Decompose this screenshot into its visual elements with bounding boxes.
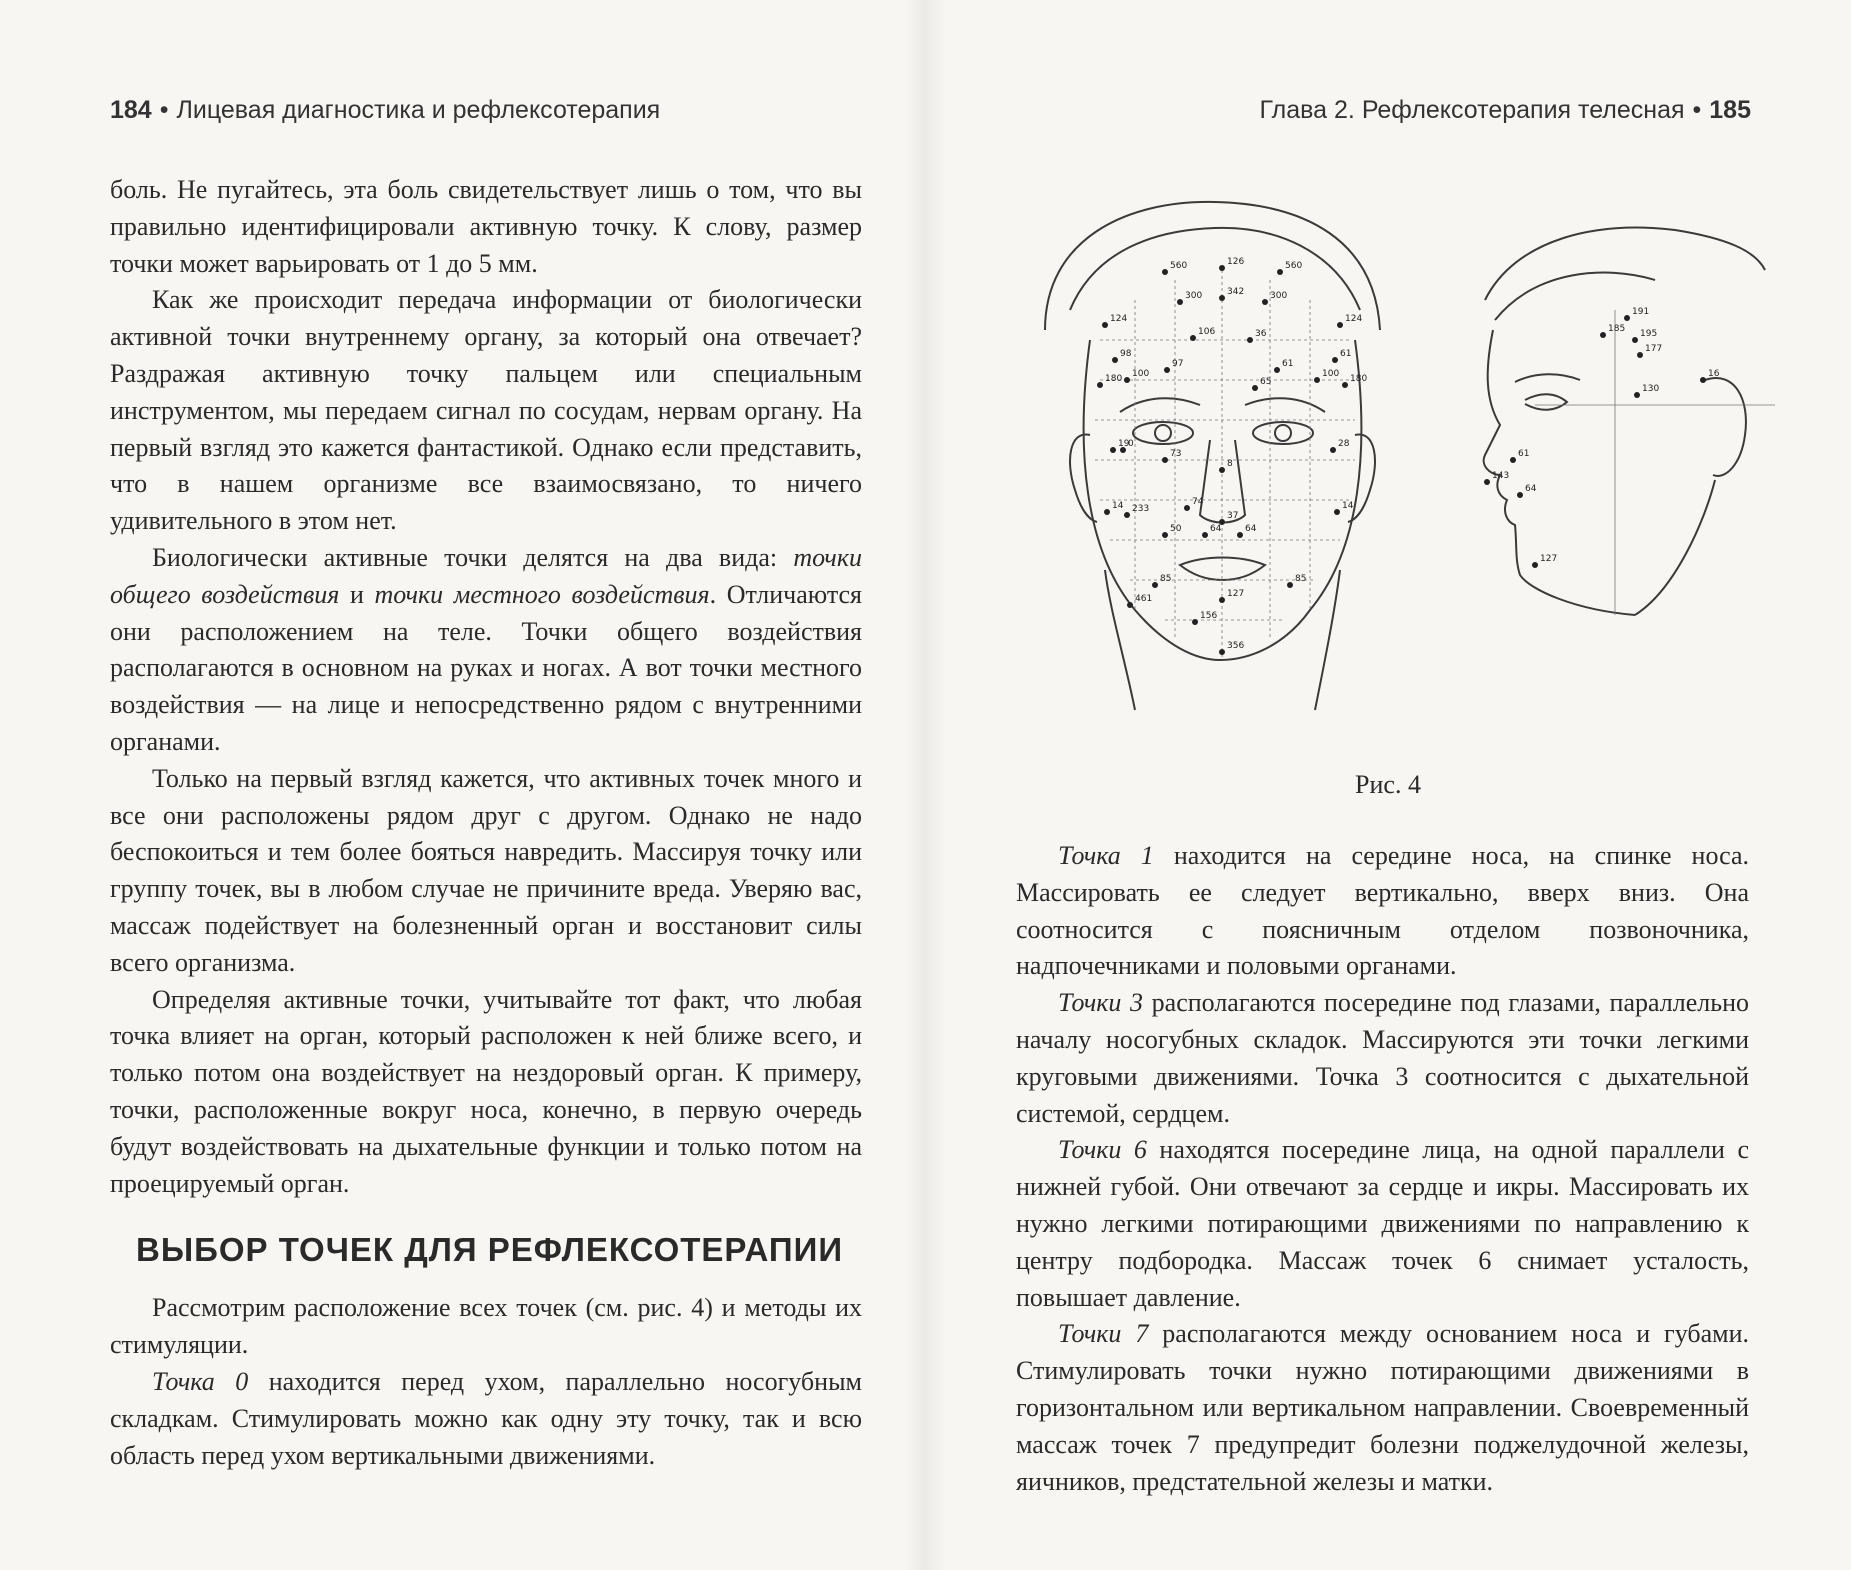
reflex-point-marker (1237, 532, 1243, 538)
left-running-head (110, 96, 660, 125)
reflex-point-label: 0 (1128, 439, 1134, 449)
front-point-labels (1097, 257, 1367, 655)
side-hair-outline (1485, 228, 1765, 300)
reflex-point-marker (1634, 392, 1640, 398)
paragraph: Как же происходит передача информации от биологически активной точки внутреннему органу, за который она отвечает? Раздражая активную точку пальцем или специальным инструментом, мы передаем сигнал по сосудам, нервам органу. На первый взгляд это кажется фантастикой. Однако если представить, что в нашем организме все взаимосвязано, то ничего удивительного в этом нет. (110, 285, 862, 536)
reflex-point-label: 73 (1170, 449, 1182, 459)
reflex-point-marker (1262, 299, 1268, 305)
reflex-point-label: 180 (1105, 374, 1123, 384)
text-run: . Отличаются они расположением на теле. Точки общего воздействия располагаются в основном на руках и ногах. А вот точки местного воздействия — на лице и непосредственно рядом с внутренними органами. (110, 579, 862, 756)
figure-caption: Рис. 4 (1355, 770, 1421, 799)
reflex-point-label: 19 (1118, 439, 1130, 449)
reflex-point-marker (1104, 509, 1110, 515)
reflex-point-marker (1110, 447, 1116, 453)
paragraph: Рассмотрим расположение всех точек (см. рис. 4) и методы их стимуляции. (110, 1293, 862, 1360)
reflex-point-label: 64 (1210, 524, 1222, 534)
bullet-separator: • (159, 96, 169, 124)
reflex-point-marker (1162, 457, 1168, 463)
front-face-drawing (1045, 202, 1380, 710)
reflex-point-label: 127 (1227, 589, 1245, 599)
reflex-point-label: 98 (1120, 349, 1132, 359)
italic-term: точки местного воздействия (374, 579, 710, 609)
front-hair-inner (1070, 228, 1360, 310)
paragraph-point-3 (1016, 985, 1749, 1132)
paragraph-point-0 (110, 1364, 862, 1474)
reflex-point-marker (1127, 602, 1133, 608)
reflex-point-label: 85 (1295, 574, 1307, 584)
reflex-point-label: 180 (1350, 374, 1368, 384)
reflex-point-marker (1247, 337, 1253, 343)
reflex-point-label: 130 (1642, 384, 1660, 394)
reflex-point-label: 156 (1200, 611, 1218, 621)
section-heading: ВЫБОР ТОЧЕК ДЛЯ РЕФЛЕКСОТЕРАПИИ (136, 1231, 844, 1269)
paragraph: Определяя активные точки, учитывайте тот факт, что любая точка влияет на орган, который расположен к ней ближе всего, и только потом она воздействует на нездоровый орган. К примеру, точки, расположенные вокруг носа, конечно, в первую очередь будут воздействовать на дыхательные функции и только потом на проецируемый орган. (110, 984, 862, 1198)
face-diagram-svg (1015, 190, 1775, 770)
italic-term: точки общего воздействия (110, 542, 862, 609)
right-page (925, 0, 1851, 1570)
reflex-point-label: 461 (1135, 594, 1153, 604)
reflex-point-label: 124 (1345, 314, 1363, 324)
right-body-text (1016, 838, 1749, 1500)
front-neck-right (1315, 570, 1340, 710)
italic-term: Точка 1 (1058, 841, 1154, 870)
reflex-point-label: 560 (1285, 261, 1303, 271)
reflex-point-marker (1532, 562, 1538, 568)
reflex-point-label: 195 (1640, 329, 1658, 339)
reflex-point-marker (1124, 512, 1130, 518)
reflex-point-label: 65 (1260, 377, 1272, 387)
side-point-labels (1484, 307, 1720, 568)
reflex-point-marker (1162, 269, 1168, 275)
reflex-point-label: 300 (1185, 291, 1203, 301)
reflex-point-marker (1510, 457, 1516, 463)
reflex-point-label: 560 (1170, 261, 1188, 271)
reflex-point-marker (1517, 492, 1523, 498)
side-ear (1705, 378, 1746, 476)
reflex-point-label: 37 (1227, 511, 1239, 521)
italic-term: Точка 0 (152, 1366, 249, 1396)
paragraph-point-types (110, 540, 862, 761)
reflex-point-label: 106 (1198, 327, 1216, 337)
reflex-point-label: 100 (1322, 369, 1340, 379)
reflex-point-marker (1184, 505, 1190, 511)
italic-term: Точки 3 (1058, 988, 1144, 1018)
side-hair-inner (1495, 273, 1655, 320)
reflex-point-marker (1219, 265, 1225, 271)
reflex-point-marker (1337, 322, 1343, 328)
reflex-point-marker (1219, 649, 1225, 655)
front-mouth (1180, 558, 1265, 581)
reflex-point-marker (1112, 357, 1118, 363)
reflex-point-label: 185 (1608, 324, 1626, 334)
reflex-point-marker (1192, 619, 1198, 625)
text-run: располагаются посередине под глазами, параллельно началу носогубных складок. Массируются эти точки легкими круговыми движениями. Точка 3 соотносится с дыхательной системой, сердцем. (1016, 988, 1749, 1128)
reflex-point-label: 14 (1342, 501, 1354, 511)
reflex-point-marker (1177, 299, 1183, 305)
left-page-number: 184 (110, 96, 152, 124)
left-page (0, 0, 925, 1570)
front-neck-left (1105, 570, 1135, 710)
reflex-point-label: 64 (1245, 524, 1257, 534)
reflex-point-label: 100 (1132, 369, 1150, 379)
left-body-text (110, 172, 862, 1474)
reflex-point-marker (1219, 519, 1225, 525)
bullet-separator: • (1692, 96, 1702, 124)
italic-term: Точки 7 (1058, 1319, 1149, 1349)
reflex-point-label: 191 (1632, 307, 1650, 317)
reflex-point-marker (1637, 352, 1643, 358)
text-run: находится перед ухом, параллельно носогубным складкам. Стимулировать можно как одну эту точку, так и всю область перед ухом вертикальными движениями. (110, 1366, 862, 1470)
reflex-point-label: 126 (1227, 257, 1245, 267)
reflex-point-label: 356 (1227, 641, 1245, 651)
text-run: располагаются между основанием носа и губами. Стимулировать точки нужно потирающими движениями в горизонтальном или вертикальном направлении. Своевременный массаж точек 7 предупредит болезни поджелудочной железы, яичников, предстательной железы и матки. (1016, 1319, 1749, 1496)
side-jaw (1635, 480, 1715, 615)
reflex-point-label: 64 (1525, 484, 1537, 494)
reflex-point-label: 36 (1255, 329, 1267, 339)
reflex-point-marker (1484, 479, 1490, 485)
reflex-point-marker (1102, 322, 1108, 328)
front-left-iris (1155, 425, 1171, 441)
text-run: находятся посередине лица, на одной параллели с нижней губой. Они отвечают за сердце и икры. Массировать их нужно легкими потирающими движениями по направлению к центру подбородка. Массаж точек 6 снимает усталость, повышает давление. (1016, 1135, 1749, 1312)
reflex-point-label: 233 (1132, 504, 1150, 514)
reflex-point-marker (1287, 582, 1293, 588)
figure-face-reflex-points (1015, 190, 1775, 770)
reflex-point-marker (1252, 385, 1258, 391)
reflex-point-label: 50 (1170, 524, 1182, 534)
text-run: и (339, 579, 375, 609)
reflex-point-marker (1190, 335, 1196, 341)
reflex-point-marker (1600, 332, 1606, 338)
reflex-point-marker (1202, 532, 1208, 538)
reflex-point-label: 61 (1340, 349, 1352, 359)
text-run: находится на середине носа, на спинке носа. Массировать ее следует вертикально, вверх вниз. Она соотносится с поясничным отделом позвоночника, надпочечниками и половыми органами. (1016, 841, 1749, 981)
reflex-point-label: 28 (1338, 439, 1350, 449)
front-left-brow (1120, 398, 1200, 412)
side-brow (1515, 374, 1580, 382)
reflex-point-label: 74 (1192, 497, 1204, 507)
reflex-point-marker (1332, 357, 1338, 363)
reflex-point-marker (1219, 597, 1225, 603)
reflex-point-label: 14 (1112, 501, 1124, 511)
reflex-point-marker (1219, 467, 1225, 473)
reflex-point-marker (1700, 377, 1706, 383)
right-running-head (1260, 96, 1751, 125)
side-face-drawing (1484, 228, 1775, 615)
reflex-point-label: 61 (1282, 359, 1294, 369)
reflex-point-marker (1330, 447, 1336, 453)
right-running-title: Глава 2. Рефлексотерапия телесная (1259, 96, 1685, 124)
side-eye (1525, 394, 1567, 410)
reflex-point-marker (1334, 509, 1340, 515)
right-page-number: 185 (1709, 96, 1751, 124)
paragraph: Только на первый взгляд кажется, что активных точек много и все они расположены рядом друг с другом. Однако не надо беспокоиться и тем более бояться навредить. Массируя точку или группу точек, вы в любом случае не причините вреда. Уверяю вас, массаж подействует на болезненный орган и восстановит силы всего организма. (110, 763, 862, 977)
reflex-point-label: 342 (1227, 287, 1245, 297)
reflex-point-label: 300 (1270, 291, 1288, 301)
front-right-iris (1275, 425, 1291, 441)
reflex-point-label: 127 (1540, 554, 1558, 564)
reflex-point-label: 8 (1227, 459, 1233, 469)
reflex-point-marker (1314, 377, 1320, 383)
reflex-point-label: 124 (1110, 314, 1128, 324)
reflex-point-marker (1162, 532, 1168, 538)
text-run: Биологически активные точки делятся на два вида: (152, 542, 794, 572)
reflex-point-marker (1274, 367, 1280, 373)
front-right-brow (1245, 398, 1325, 412)
reflex-point-marker (1124, 377, 1130, 383)
reflex-point-label: 143 (1492, 471, 1510, 481)
reflex-point-marker (1632, 337, 1638, 343)
paragraph-point-7 (1016, 1316, 1749, 1500)
reflex-point-marker (1164, 367, 1170, 373)
left-running-title: Лицевая диагностика и рефлексотерапия (176, 96, 661, 124)
reflex-point-label: 85 (1160, 574, 1172, 584)
reflex-point-marker (1152, 582, 1158, 588)
reflex-point-marker (1219, 295, 1225, 301)
paragraph: боль. Не пугайтесь, эта боль свидетельствует лишь о том, что вы правильно идентифицировали активную точку. К слову, размер точки может варьировать от 1 до 5 мм. (110, 175, 862, 278)
reflex-point-marker (1097, 382, 1103, 388)
italic-term: Точки 6 (1058, 1135, 1147, 1165)
paragraph-point-1 (1016, 838, 1749, 985)
reflex-point-label: 177 (1645, 344, 1663, 354)
reflex-point-label: 61 (1518, 449, 1530, 459)
reflex-point-marker (1342, 382, 1348, 388)
reflex-point-label: 16 (1708, 369, 1720, 379)
paragraph-point-6 (1016, 1132, 1749, 1316)
reflex-point-marker (1624, 315, 1630, 321)
reflex-point-label: 97 (1172, 359, 1184, 369)
reflex-point-marker (1277, 269, 1283, 275)
